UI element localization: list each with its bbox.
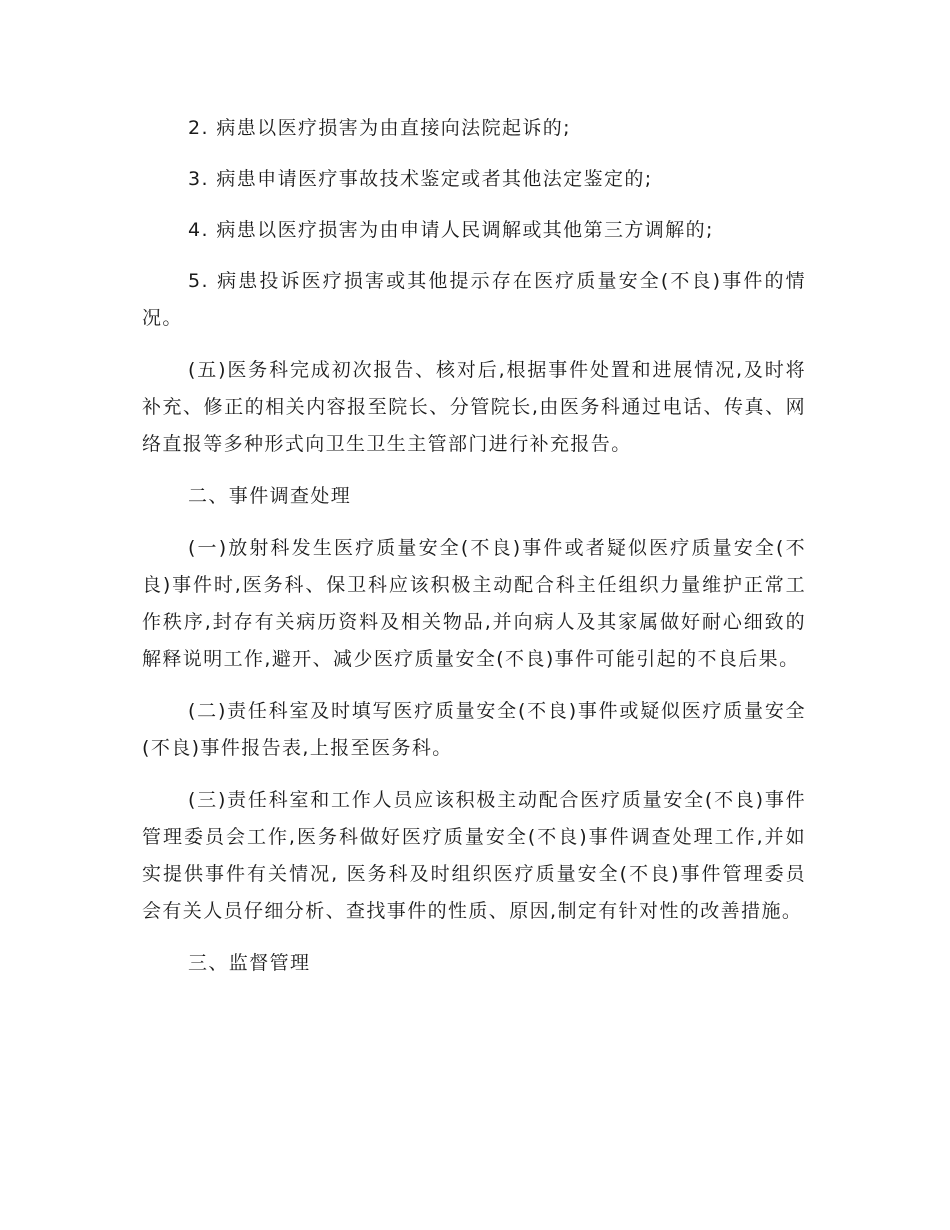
paragraph-section-5: (五)医务科完成初次报告、核对后,根据事件处置和进展情况,及时将补充、修正的相关内容报至院长、分管院长,由医务科通过电话、传真、网络直报等多种形式向卫生卫生主管部门进行补充报告。: [142, 359, 806, 455]
paragraph-subsection-2: (二)责任科室及时填写医疗质量安全(不良)事件或疑似医疗质量安全(不良)事件报告表,上报至医务科。: [142, 700, 806, 759]
paragraph-item-3: 3. 病患申请医疗事故技术鉴定或者其他法定鉴定的;: [188, 168, 653, 190]
section-heading-2: 二、事件调查处理: [188, 485, 352, 507]
paragraph-subsection-1: (一)放射科发生医疗质量安全(不良)事件或者疑似医疗质量安全(不良)事件时,医务科、保卫科应该积极主动配合科主任组织力量维护正常工作秩序,封存有关病历资料及相关物品,并向病人及其家属做好耐心细致的解释说明工作,避开、减少医疗质量安全(不良)事件可能引起的不良后果。: [142, 537, 806, 670]
paragraph-item-5: 5. 病患投诉医疗损害或其他提示存在医疗质量安全(不良)事件的情况。: [142, 270, 806, 329]
paragraph-item-4: 4. 病患以医疗损害为由申请人民调解或其他第三方调解的;: [188, 219, 714, 241]
section-heading-3: 三、监督管理: [188, 952, 311, 974]
paragraph-item-2: 2. 病患以医疗损害为由直接向法院起诉的;: [188, 117, 571, 139]
paragraph-subsection-3: (三)责任科室和工作人员应该积极主动配合医疗质量安全(不良)事件管理委员会工作,医务科做好医疗质量安全(不良)事件调查处理工作,并如实提供事件有关情况, 医务科及时组织医疗质量安全(不良)事件管理委员会有关人员仔细分析、查找事件的性质、原因,制定有针对性的改善措施。: [142, 789, 806, 922]
document-body: [142, 110, 806, 982]
